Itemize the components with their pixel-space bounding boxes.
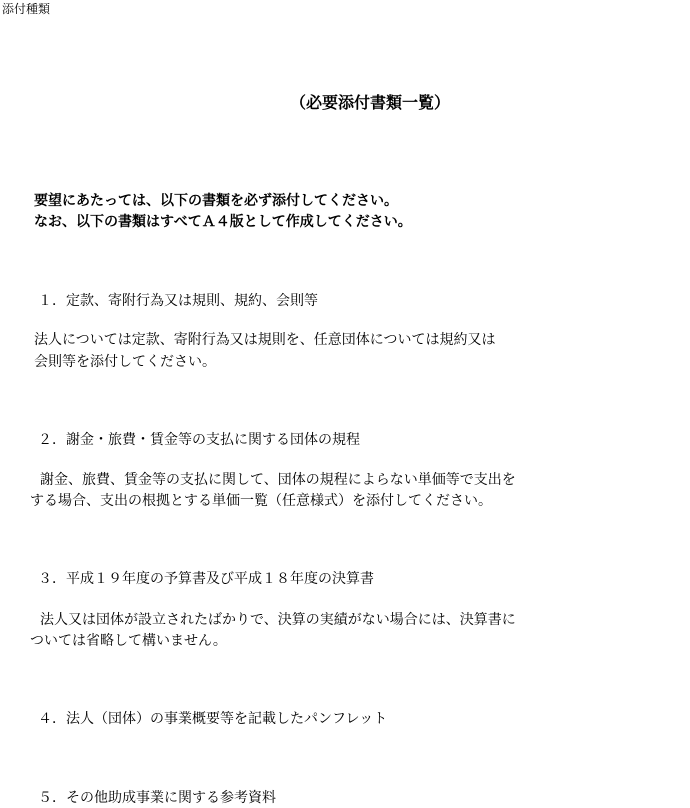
section-2-body-line-1: 謝金、旅費、賃金等の支払に関して、団体の規程によらない単価等で支出を bbox=[26, 472, 516, 488]
section-1-heading: １．定款、寄附行為又は規則、規約、会則等 bbox=[38, 293, 318, 309]
section-1-body-line-1: 法人については定款、寄附行為又は規則を、任意団体については規約又は bbox=[20, 332, 496, 348]
section-4-heading: ４．法人（団体）の事業概要等を記載したパンフレット bbox=[38, 711, 388, 727]
section-5-heading: ５．その他助成事業に関する参考資料 bbox=[38, 790, 276, 806]
section-3-body-line-2: ついては省略して構いません。 bbox=[30, 633, 227, 649]
intro-line-2: なお、以下の書類はすべてＡ４版として作成してください。 bbox=[34, 214, 412, 230]
section-2-heading: ２．謝金・旅費・賃金等の支払に関する団体の規程 bbox=[38, 432, 360, 448]
section-3-heading: ３．平成１９年度の予算書及び平成１８年度の決算書 bbox=[38, 571, 374, 587]
intro-line-1: 要望にあたっては、以下の書類を必ず添付してください。 bbox=[34, 193, 398, 209]
section-3-body-line-1: 法人又は団体が設立されたばかりで、決算の実績がない場合には、決算書に bbox=[26, 612, 516, 628]
document-title: （必要添付書類一覧） bbox=[289, 93, 450, 112]
section-2-body-line-2: する場合、支出の根拠とする単価一覧（任意様式）を添付してください。 bbox=[30, 493, 492, 509]
section-1-body-line-2: 会則等を添付してください。 bbox=[34, 354, 216, 370]
page-label: 添付種類 bbox=[2, 2, 51, 16]
